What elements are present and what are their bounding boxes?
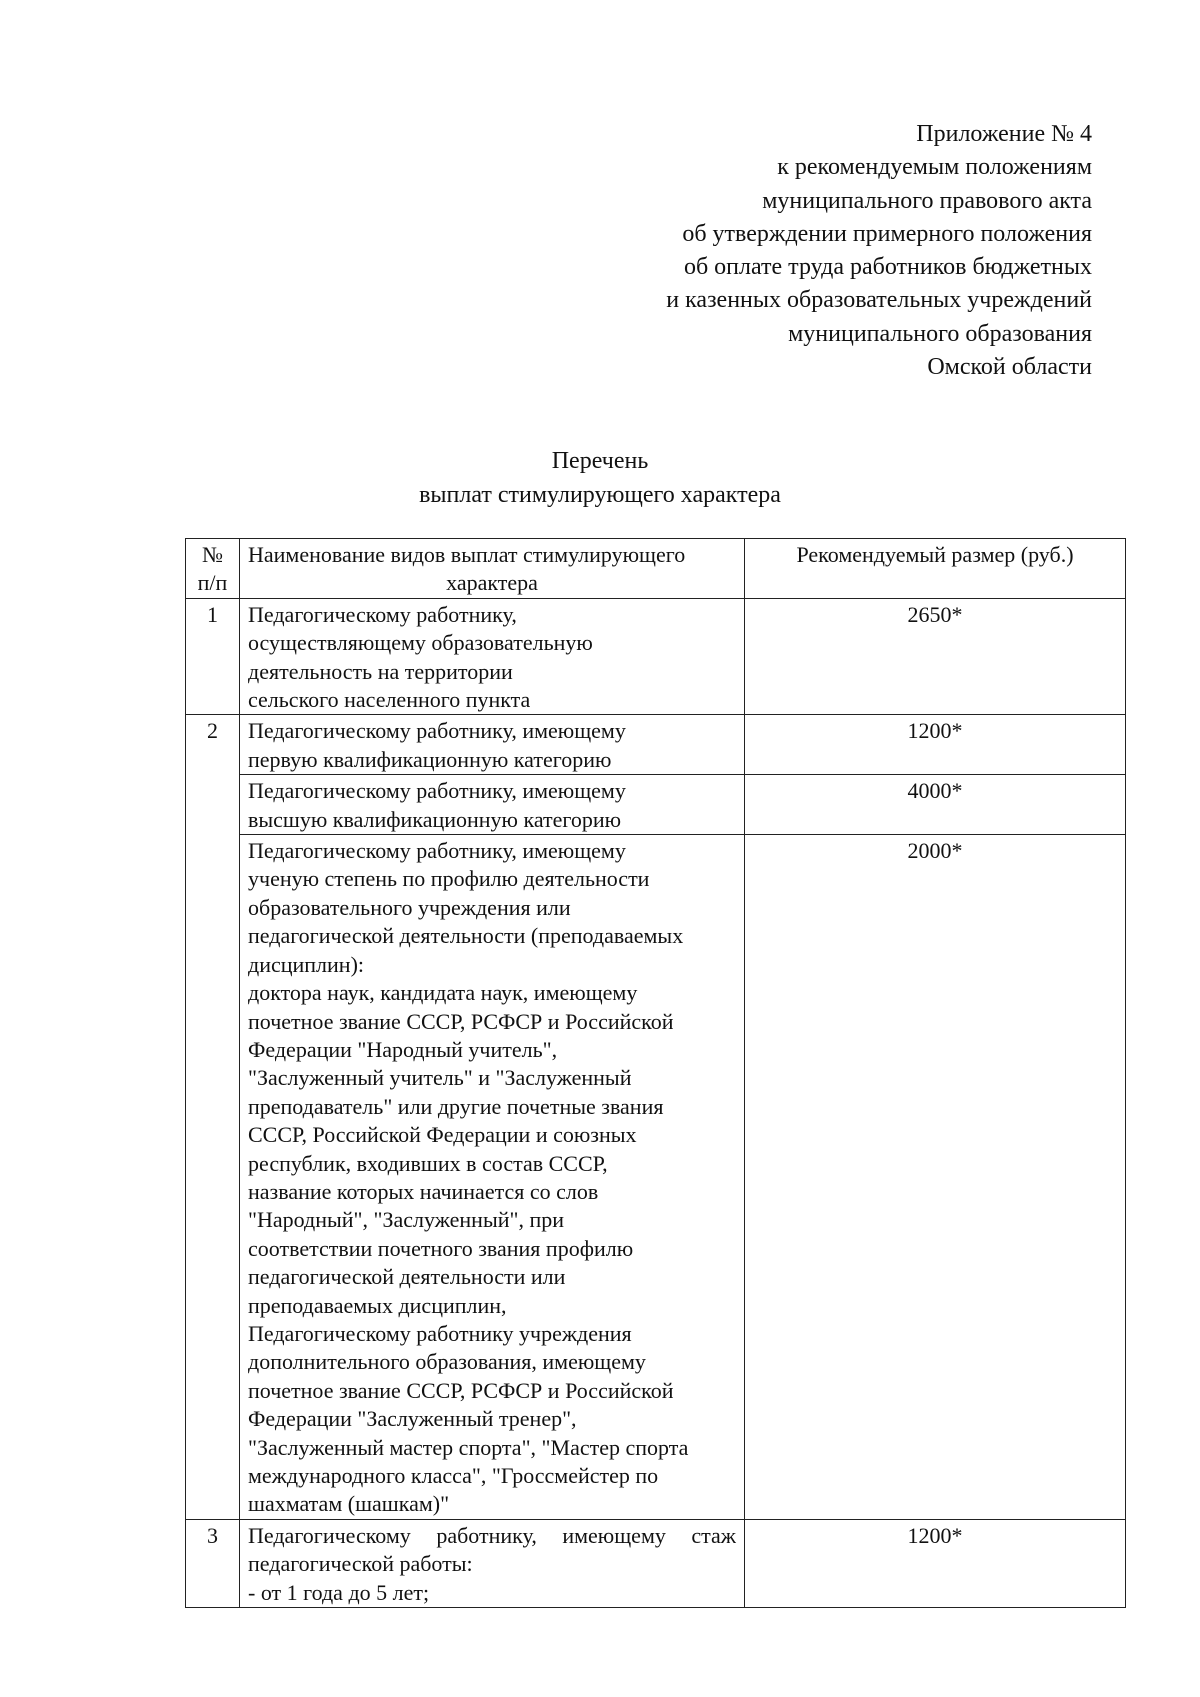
description-line: дополнительного образования, имеющему bbox=[248, 1349, 646, 1375]
description-line: международного класса", "Гроссмейстер по bbox=[248, 1463, 659, 1488]
appendix-line: и казенных образовательных учреждений bbox=[666, 287, 1092, 314]
description-line: осуществляющему образовательную bbox=[248, 630, 593, 656]
description-line: СССР, Российской Федерации и союзных bbox=[248, 1122, 637, 1148]
header-number-cell bbox=[186, 539, 240, 599]
description-line: высшую квалификационную категорию bbox=[248, 806, 622, 832]
header-amount-label: Рекомендуемый размер (руб.) bbox=[796, 542, 1074, 567]
description-line: Педагогическому работнику, имеющему bbox=[248, 838, 626, 864]
subtitle-line: выплат стимулирующего характера bbox=[419, 482, 781, 508]
row-number: 2 bbox=[186, 715, 240, 1519]
description-line: первую квалификационную категорию bbox=[248, 746, 612, 772]
description-line: почетное звание СССР, РСФСР и Российской bbox=[248, 1008, 674, 1034]
payments-table bbox=[185, 538, 1126, 1608]
table-row bbox=[186, 775, 1126, 835]
document-title bbox=[0, 444, 1200, 512]
header-number-symbol: № bbox=[202, 542, 223, 567]
description-line: Педагогическому работнику учреждения bbox=[248, 1320, 632, 1346]
description-line: Педагогическому работнику, bbox=[248, 601, 517, 627]
appendix-line: об оплате труда работников бюджетных bbox=[683, 254, 1092, 281]
row-number: 3 bbox=[186, 1519, 240, 1607]
description-line: "Народный", "Заслуженный", при bbox=[248, 1207, 565, 1233]
description-line: доктора наук, кандидата наук, имеющему bbox=[248, 980, 638, 1006]
row-amount: 4000* bbox=[745, 775, 1126, 835]
description-line: педагогической деятельности (преподаваемых bbox=[248, 923, 684, 949]
appendix-line: Омской области bbox=[927, 354, 1092, 381]
row-description bbox=[240, 775, 745, 835]
table-row bbox=[186, 1519, 1126, 1607]
row-description bbox=[240, 1519, 745, 1607]
description-line: преподаваемых дисциплин, bbox=[248, 1292, 507, 1318]
description-line: шахматам (шашкам)" bbox=[248, 1491, 450, 1517]
description-line: Педагогическому работнику, имеющему bbox=[248, 718, 626, 744]
row-amount: 2000* bbox=[745, 835, 1126, 1520]
row-number: 1 bbox=[186, 598, 240, 715]
header-name-line: Наименование видов выплат стимулирующего bbox=[248, 542, 686, 567]
description-line: республик, входивших в состав СССР, bbox=[248, 1150, 608, 1176]
row-amount: 1200* bbox=[745, 715, 1126, 775]
description-line: Педагогическому работнику, имеющему стаж bbox=[248, 1522, 736, 1548]
row-description bbox=[240, 598, 745, 715]
description-line: "Заслуженный учитель" и "Заслуженный bbox=[248, 1065, 632, 1091]
table-row bbox=[186, 835, 1126, 1520]
header-name-cell bbox=[240, 539, 745, 599]
description-line: Федерации "Народный учитель", bbox=[248, 1036, 558, 1062]
table-header-row bbox=[186, 539, 1126, 599]
description-line: название которых начинается со слов bbox=[248, 1178, 599, 1204]
title-line: Перечень bbox=[551, 448, 649, 474]
appendix-line: муниципального образования bbox=[788, 320, 1092, 347]
appendix-line: об утверждении примерного положения bbox=[682, 220, 1092, 247]
description-line: педагогической деятельности или bbox=[248, 1264, 566, 1290]
description-line: преподаватель" или другие почетные звания bbox=[248, 1093, 664, 1119]
table-row bbox=[186, 598, 1126, 715]
table-row bbox=[186, 715, 1126, 775]
description-line: деятельность на территории bbox=[248, 658, 513, 684]
appendix-header bbox=[666, 118, 1092, 384]
row-description bbox=[240, 835, 745, 1520]
row-amount: 1200* bbox=[745, 1519, 1126, 1607]
description-line: соответствии почетного звания профилю bbox=[248, 1235, 634, 1261]
row-description bbox=[240, 715, 745, 775]
description-line: образовательного учреждения или bbox=[248, 894, 571, 920]
header-number-abbrev: п/п bbox=[197, 570, 228, 596]
description-line: - от 1 года до 5 лет; bbox=[248, 1579, 430, 1605]
description-line: ученую степень по профилю деятельности bbox=[248, 866, 650, 892]
description-line: Федерации "Заслуженный тренер", bbox=[248, 1406, 577, 1432]
appendix-line: к рекомендуемым положениям bbox=[777, 154, 1092, 181]
description-line: почетное звание СССР, РСФСР и Российской bbox=[248, 1377, 674, 1403]
appendix-line: муниципального правового акта bbox=[762, 187, 1092, 214]
description-line: педагогической работы: bbox=[248, 1551, 473, 1577]
header-amount-cell bbox=[745, 539, 1126, 599]
header-name-line: характера bbox=[446, 570, 538, 596]
description-line: "Заслуженный мастер спорта", "Мастер спорта bbox=[248, 1434, 689, 1460]
description-line: дисциплин): bbox=[248, 951, 365, 977]
description-line: сельского населенного пункта bbox=[248, 687, 531, 713]
row-amount: 2650* bbox=[745, 598, 1126, 715]
description-line: Педагогическому работнику, имеющему bbox=[248, 778, 626, 804]
appendix-line: Приложение № 4 bbox=[916, 121, 1092, 147]
